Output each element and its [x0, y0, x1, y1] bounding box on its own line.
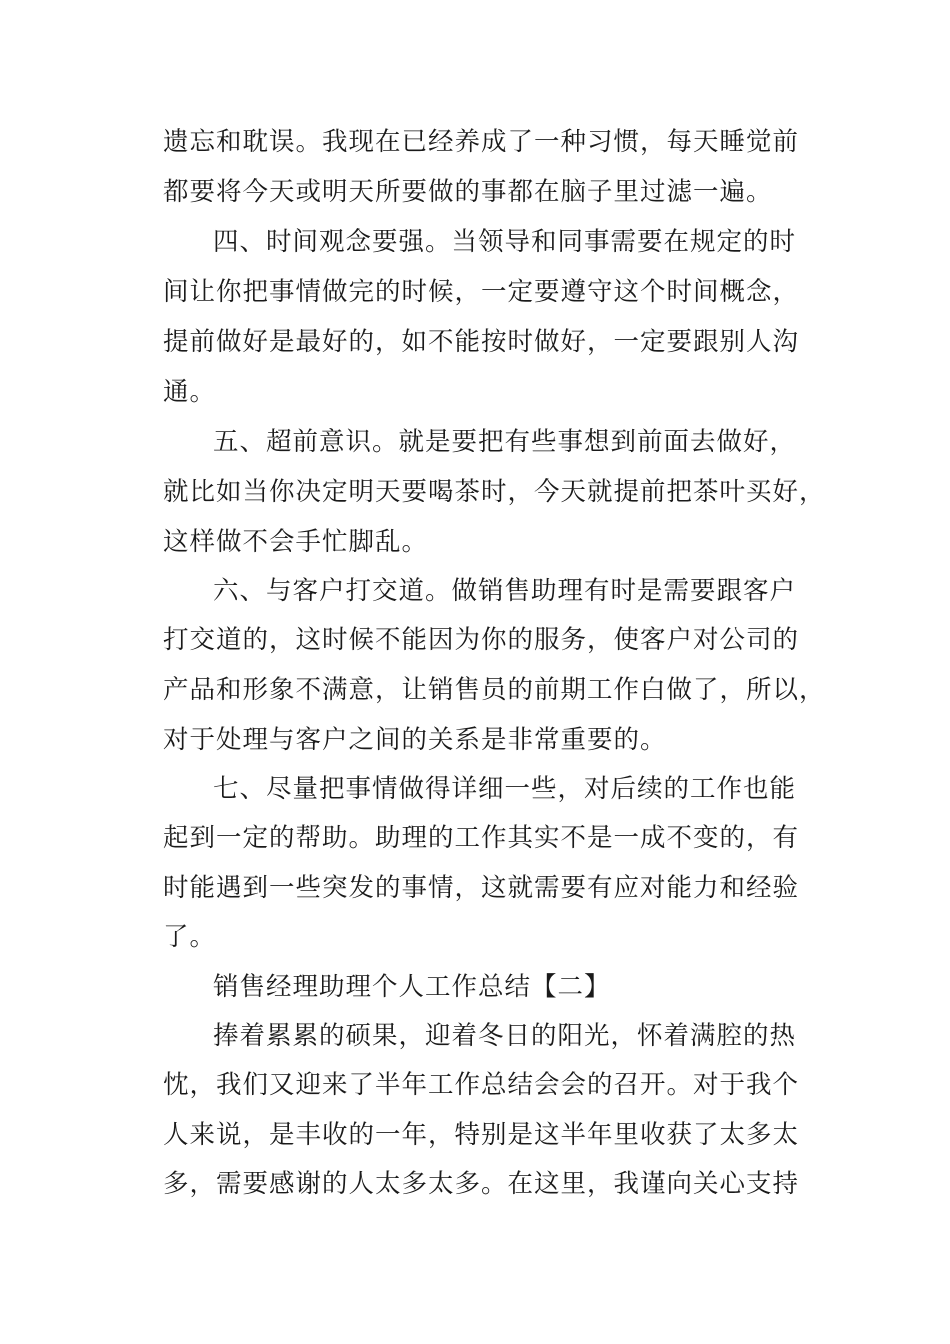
text-line: 间让你把事情做完的时候，一定要遵守这个时间概念，: [163, 277, 800, 307]
section-heading: 销售经理助理个人工作总结【二】: [213, 972, 611, 1002]
text-line: 多，需要感谢的人太多太多。在这里，我谨向关心支持: [163, 1169, 800, 1199]
text-line: 打交道的，这时候不能因为你的服务，使客户对公司的: [163, 625, 800, 655]
text-line: 时能遇到一些突发的事情，这就需要有应对能力和经验: [163, 873, 800, 903]
text-line: 四、时间观念要强。当领导和同事需要在规定的时: [213, 227, 797, 257]
text-line: 了。: [163, 922, 217, 952]
text-line: 这样做不会手忙脚乱。: [163, 527, 429, 557]
text-line: 对于处理与客户之间的关系是非常重要的。: [163, 725, 667, 755]
text-line: 都要将今天或明天所要做的事都在脑子里过滤一遍。: [163, 177, 773, 207]
text-line: 忱，我们又迎来了半年工作总结会会的召开。对于我个: [163, 1070, 800, 1100]
text-line: 就比如当你决定明天要喝茶时，今天就提前把茶叶买好，: [163, 477, 826, 507]
text-line: 提前做好是最好的，如不能按时做好，一定要跟别人沟: [163, 327, 800, 357]
text-line: 捧着累累的硕果，迎着冬日的阳光，怀着满腔的热: [213, 1021, 797, 1051]
text-line: 人来说，是丰收的一年，特别是这半年里收获了太多太: [163, 1120, 800, 1150]
text-line: 起到一定的帮助。助理的工作其实不是一成不变的，有: [163, 823, 800, 853]
text-line: 六、与客户打交道。做销售助理有时是需要跟客户: [213, 576, 797, 606]
text-line: 遗忘和耽误。我现在已经养成了一种习惯，每天睡觉前: [163, 127, 800, 157]
text-line: 通。: [163, 377, 217, 407]
text-line: 五、超前意识。就是要把有些事想到前面去做好，: [213, 427, 797, 457]
text-line: 产品和形象不满意，让销售员的前期工作白做了，所以，: [163, 675, 826, 705]
text-line: 七、尽量把事情做得详细一些，对后续的工作也能: [213, 774, 797, 804]
